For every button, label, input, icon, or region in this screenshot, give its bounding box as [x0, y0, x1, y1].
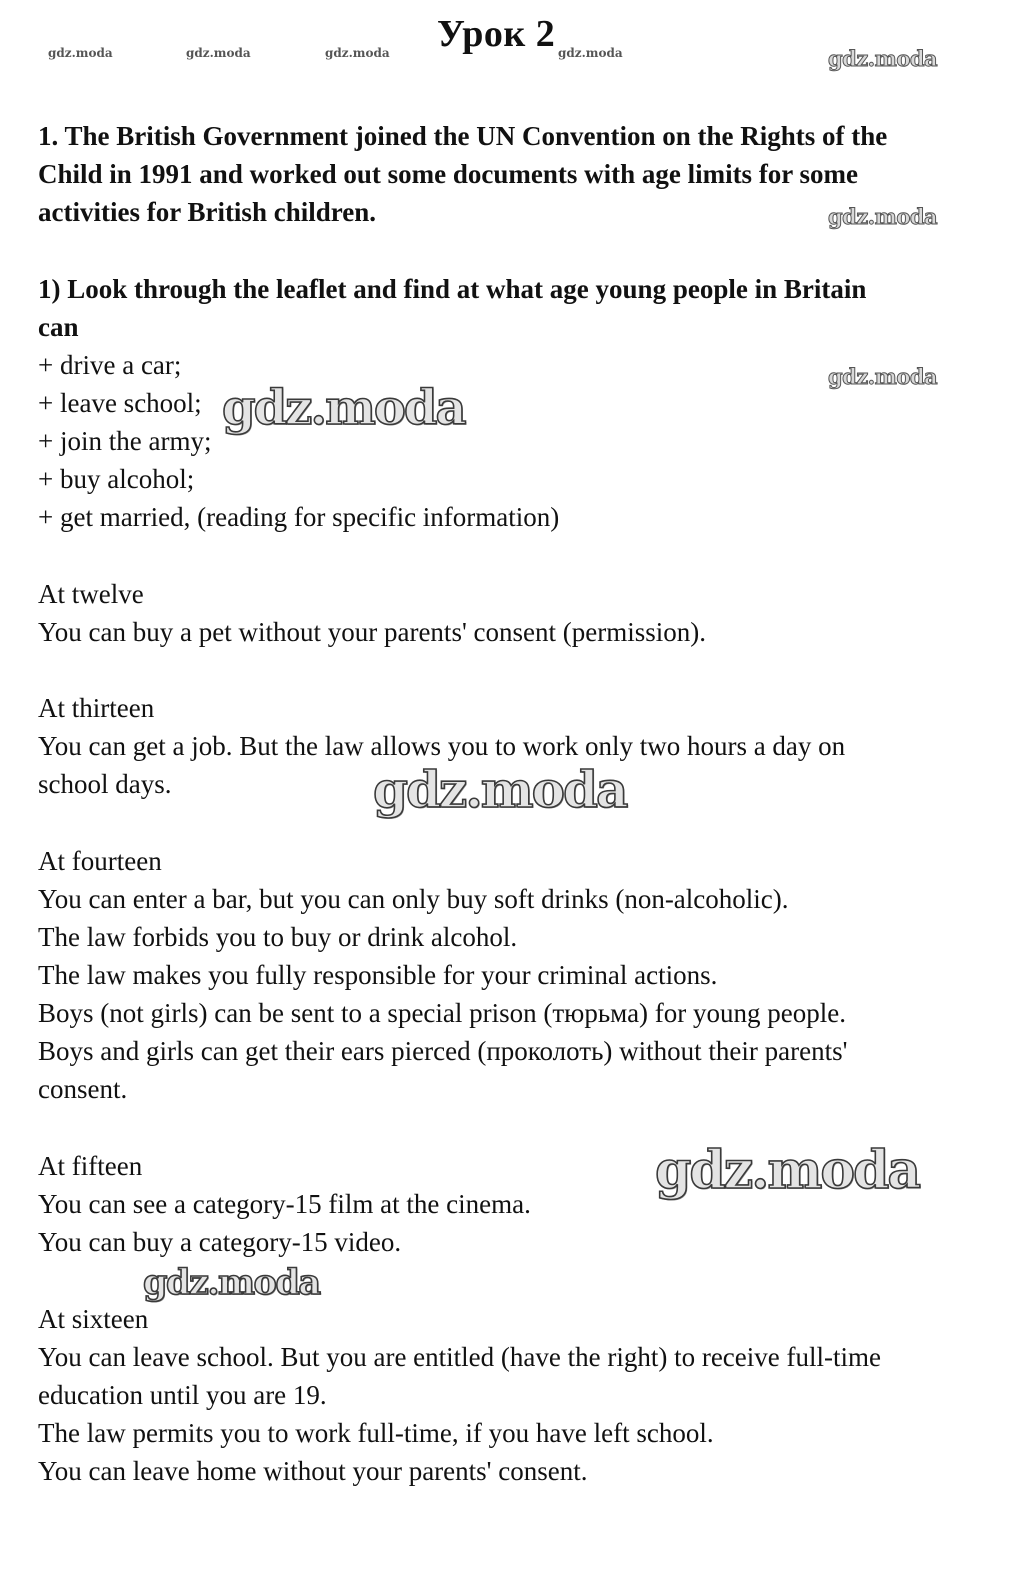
section-line: You can enter a bar, but you can only buy soft drinks (non-alcoholic).	[38, 884, 789, 914]
section-line: The law makes you fully responsible for your criminal actions.	[38, 960, 718, 990]
section-line: The law forbids you to buy or drink alcohol.	[38, 922, 518, 952]
section-line: Boys and girls can get their ears pierced (проколоть) without their parents'	[38, 1036, 848, 1066]
task-item: + buy alcohol;	[38, 464, 195, 494]
watermark-logo: gdz.moda	[558, 46, 623, 60]
subtask-line: 1) Look through the leaflet and find at what age young people in Britain	[38, 274, 867, 304]
section-heading: At thirteen	[38, 693, 155, 723]
watermark-logo: gdz.moda	[325, 46, 390, 60]
section-line: The law permits you to work full-time, if you have left school.	[38, 1418, 714, 1448]
task-item: + get married, (reading for specific information)	[38, 502, 560, 532]
subtask-line: can	[38, 312, 79, 342]
watermark-logo: gdz.moda	[48, 46, 113, 60]
task-item: + leave school;	[38, 388, 202, 418]
section-heading: At twelve	[38, 579, 144, 609]
section-line: You can buy a pet without your parents' consent (permission).	[38, 617, 707, 647]
section-heading: At fourteen	[38, 846, 162, 876]
section-line: You can buy a category-15 video.	[38, 1227, 402, 1257]
task-item: + drive a car;	[38, 350, 182, 380]
task-item: + join the army;	[38, 426, 212, 456]
watermark-logo: gdz.moda	[186, 46, 251, 60]
page-title: Урок 2	[437, 13, 556, 55]
section-line: You can leave home without your parents' consent.	[38, 1456, 588, 1486]
section-line: consent.	[38, 1074, 128, 1104]
watermark-logo: gdz.moda	[222, 380, 465, 436]
task-heading-line: activities for British children.	[38, 197, 376, 227]
watermark-logo: gdz.moda	[828, 364, 938, 389]
section-heading: At sixteen	[38, 1304, 149, 1334]
section-heading: At fifteen	[38, 1151, 143, 1181]
task-heading-line: 1. The British Government joined the UN Convention on the Rights of the	[38, 121, 888, 151]
section-line: Boys (not girls) can be sent to a special prison (тюрьма) for young people.	[38, 998, 846, 1028]
section-line: You can see a category-15 film at the cinema.	[38, 1189, 531, 1219]
watermark-logo: gdz.moda	[655, 1140, 920, 1201]
task-heading-line: Child in 1991 and worked out some documents with age limits for some	[38, 159, 859, 189]
section-line: You can get a job. But the law allows you to work only two hours a day on	[38, 731, 846, 761]
watermark-logo: gdz.moda	[828, 46, 938, 71]
section-line: education until you are 19.	[38, 1380, 327, 1410]
section-line: school days.	[38, 769, 172, 799]
section-line: You can leave school. But you are entitled (have the right) to receive full-time	[38, 1342, 881, 1372]
watermark-logo: gdz.moda	[143, 1262, 320, 1303]
watermark-logo: gdz.moda	[828, 204, 938, 229]
watermark-logo: gdz.moda	[373, 760, 627, 819]
